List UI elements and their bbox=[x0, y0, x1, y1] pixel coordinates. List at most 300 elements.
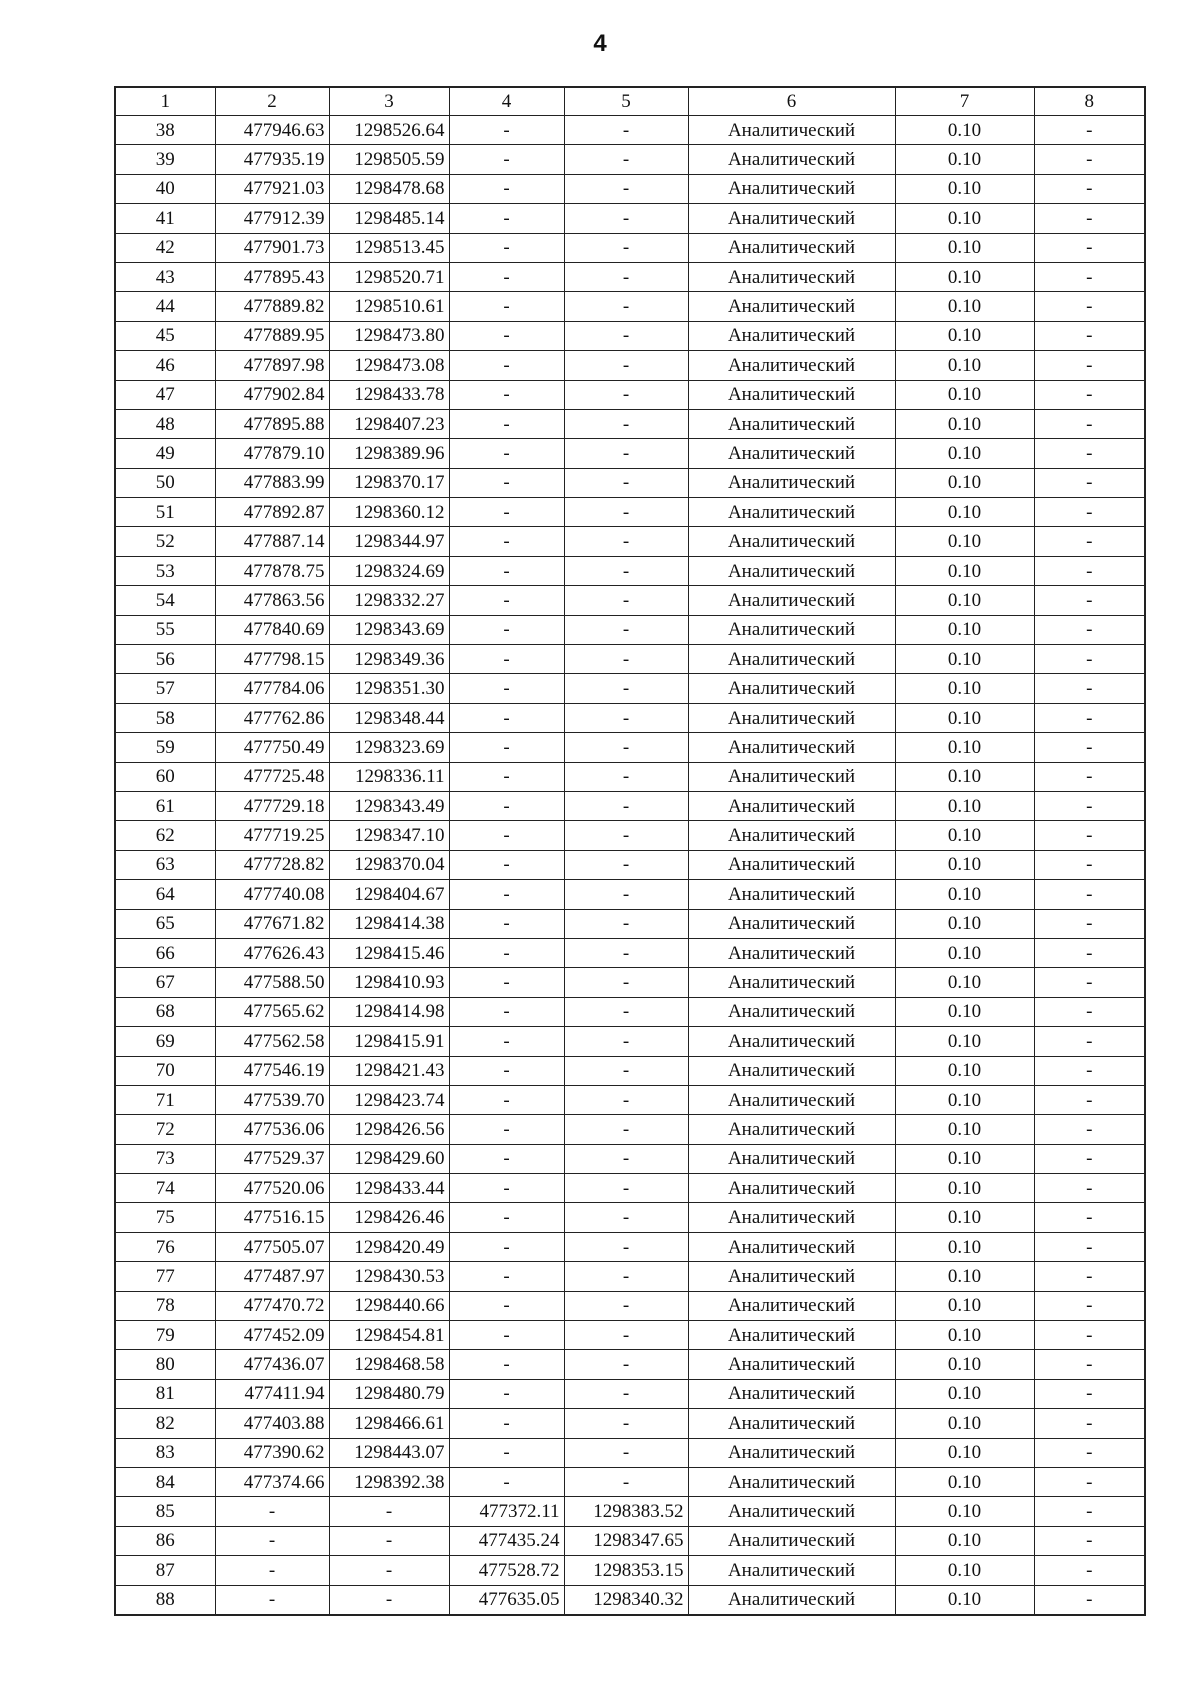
cell-point-number: 80 bbox=[115, 1350, 215, 1379]
cell-y-coordinate-alt: - bbox=[564, 880, 688, 909]
cell-note: - bbox=[1034, 909, 1145, 938]
cell-x-coordinate-alt: - bbox=[449, 968, 564, 997]
cell-note: - bbox=[1034, 880, 1145, 909]
cell-point-number: 59 bbox=[115, 733, 215, 762]
table-row bbox=[115, 880, 1145, 909]
cell-y-coordinate-alt: - bbox=[564, 1056, 688, 1085]
cell-note: - bbox=[1034, 116, 1145, 145]
cell-y-coordinate-alt: - bbox=[564, 997, 688, 1026]
cell-y-coordinate: 1298473.80 bbox=[329, 321, 449, 350]
table-row bbox=[115, 1321, 1145, 1350]
cell-x-coordinate: 477946.63 bbox=[215, 116, 329, 145]
cell-method: Аналитический bbox=[688, 145, 895, 174]
cell-method: Аналитический bbox=[688, 1203, 895, 1232]
table-row bbox=[115, 409, 1145, 438]
cell-method: Аналитический bbox=[688, 174, 895, 203]
cell-point-number: 42 bbox=[115, 233, 215, 262]
cell-point-number: 82 bbox=[115, 1409, 215, 1438]
cell-x-coordinate: 477740.08 bbox=[215, 880, 329, 909]
cell-x-coordinate: 477897.98 bbox=[215, 351, 329, 380]
table-row bbox=[115, 116, 1145, 145]
cell-x-coordinate-alt: - bbox=[449, 439, 564, 468]
table-row bbox=[115, 174, 1145, 203]
cell-point-number: 67 bbox=[115, 968, 215, 997]
cell-accuracy: 0.10 bbox=[895, 1085, 1034, 1114]
cell-method: Аналитический bbox=[688, 468, 895, 497]
cell-y-coordinate-alt: - bbox=[564, 556, 688, 585]
cell-point-number: 85 bbox=[115, 1497, 215, 1526]
cell-y-coordinate-alt: - bbox=[564, 527, 688, 556]
cell-point-number: 57 bbox=[115, 674, 215, 703]
cell-y-coordinate-alt: - bbox=[564, 498, 688, 527]
cell-point-number: 68 bbox=[115, 997, 215, 1026]
cell-note: - bbox=[1034, 1174, 1145, 1203]
cell-x-coordinate: 477470.72 bbox=[215, 1291, 329, 1320]
cell-method: Аналитический bbox=[688, 733, 895, 762]
cell-x-coordinate-alt: - bbox=[449, 645, 564, 674]
cell-accuracy: 0.10 bbox=[895, 1585, 1034, 1615]
table-row bbox=[115, 1144, 1145, 1173]
cell-y-coordinate-alt: - bbox=[564, 821, 688, 850]
cell-accuracy: 0.10 bbox=[895, 262, 1034, 291]
cell-y-coordinate-alt: - bbox=[564, 351, 688, 380]
cell-note: - bbox=[1034, 997, 1145, 1026]
cell-y-coordinate-alt: - bbox=[564, 1232, 688, 1261]
table-row bbox=[115, 703, 1145, 732]
cell-y-coordinate-alt: 1298340.32 bbox=[564, 1585, 688, 1615]
cell-accuracy: 0.10 bbox=[895, 1203, 1034, 1232]
cell-x-coordinate-alt: - bbox=[449, 1115, 564, 1144]
table-row bbox=[115, 527, 1145, 556]
cell-method: Аналитический bbox=[688, 1438, 895, 1467]
cell-note: - bbox=[1034, 1438, 1145, 1467]
cell-x-coordinate-alt: - bbox=[449, 762, 564, 791]
cell-method: Аналитический bbox=[688, 1409, 895, 1438]
cell-accuracy: 0.10 bbox=[895, 1115, 1034, 1144]
cell-y-coordinate-alt: - bbox=[564, 145, 688, 174]
cell-x-coordinate: 477889.82 bbox=[215, 292, 329, 321]
cell-y-coordinate: 1298510.61 bbox=[329, 292, 449, 321]
cell-x-coordinate: 477487.97 bbox=[215, 1262, 329, 1291]
table-row bbox=[115, 1115, 1145, 1144]
cell-y-coordinate: 1298520.71 bbox=[329, 262, 449, 291]
cell-point-number: 47 bbox=[115, 380, 215, 409]
cell-note: - bbox=[1034, 615, 1145, 644]
cell-x-coordinate-alt: - bbox=[449, 997, 564, 1026]
cell-accuracy: 0.10 bbox=[895, 645, 1034, 674]
cell-note: - bbox=[1034, 645, 1145, 674]
cell-method: Аналитический bbox=[688, 1556, 895, 1585]
cell-accuracy: 0.10 bbox=[895, 1027, 1034, 1056]
column-header-4: 4 bbox=[449, 87, 564, 116]
cell-note: - bbox=[1034, 498, 1145, 527]
cell-method: Аналитический bbox=[688, 1085, 895, 1114]
cell-x-coordinate: 477840.69 bbox=[215, 615, 329, 644]
cell-y-coordinate: 1298389.96 bbox=[329, 439, 449, 468]
cell-accuracy: 0.10 bbox=[895, 615, 1034, 644]
cell-x-coordinate-alt: - bbox=[449, 174, 564, 203]
cell-note: - bbox=[1034, 1467, 1145, 1496]
cell-y-coordinate-alt: - bbox=[564, 586, 688, 615]
column-header-7: 7 bbox=[895, 87, 1034, 116]
cell-x-coordinate: 477895.88 bbox=[215, 409, 329, 438]
cell-point-number: 76 bbox=[115, 1232, 215, 1261]
cell-x-coordinate-alt: - bbox=[449, 615, 564, 644]
column-header-2: 2 bbox=[215, 87, 329, 116]
cell-point-number: 86 bbox=[115, 1526, 215, 1555]
cell-note: - bbox=[1034, 174, 1145, 203]
cell-method: Аналитический bbox=[688, 645, 895, 674]
cell-x-coordinate: - bbox=[215, 1585, 329, 1615]
cell-y-coordinate: 1298473.08 bbox=[329, 351, 449, 380]
cell-y-coordinate-alt: - bbox=[564, 174, 688, 203]
cell-point-number: 45 bbox=[115, 321, 215, 350]
cell-x-coordinate: 477863.56 bbox=[215, 586, 329, 615]
cell-method: Аналитический bbox=[688, 821, 895, 850]
cell-note: - bbox=[1034, 1027, 1145, 1056]
cell-x-coordinate: 477562.58 bbox=[215, 1027, 329, 1056]
cell-method: Аналитический bbox=[688, 674, 895, 703]
cell-method: Аналитический bbox=[688, 498, 895, 527]
cell-accuracy: 0.10 bbox=[895, 880, 1034, 909]
cell-y-coordinate: 1298466.61 bbox=[329, 1409, 449, 1438]
cell-point-number: 83 bbox=[115, 1438, 215, 1467]
cell-point-number: 56 bbox=[115, 645, 215, 674]
cell-note: - bbox=[1034, 1144, 1145, 1173]
cell-method: Аналитический bbox=[688, 321, 895, 350]
cell-x-coordinate: 477374.66 bbox=[215, 1467, 329, 1496]
table-row bbox=[115, 909, 1145, 938]
table-row bbox=[115, 1497, 1145, 1526]
cell-y-coordinate-alt: - bbox=[564, 204, 688, 233]
cell-point-number: 54 bbox=[115, 586, 215, 615]
cell-point-number: 43 bbox=[115, 262, 215, 291]
cell-y-coordinate: 1298454.81 bbox=[329, 1321, 449, 1350]
cell-x-coordinate: 477729.18 bbox=[215, 791, 329, 820]
cell-method: Аналитический bbox=[688, 527, 895, 556]
cell-y-coordinate-alt: - bbox=[564, 233, 688, 262]
cell-y-coordinate-alt: 1298383.52 bbox=[564, 1497, 688, 1526]
table-row bbox=[115, 850, 1145, 879]
cell-note: - bbox=[1034, 1350, 1145, 1379]
cell-y-coordinate-alt: - bbox=[564, 1203, 688, 1232]
cell-note: - bbox=[1034, 1203, 1145, 1232]
cell-note: - bbox=[1034, 1585, 1145, 1615]
table-row bbox=[115, 498, 1145, 527]
cell-x-coordinate-alt: - bbox=[449, 938, 564, 967]
cell-note: - bbox=[1034, 1526, 1145, 1555]
cell-y-coordinate: 1298343.69 bbox=[329, 615, 449, 644]
cell-method: Аналитический bbox=[688, 1467, 895, 1496]
cell-note: - bbox=[1034, 968, 1145, 997]
cell-note: - bbox=[1034, 1409, 1145, 1438]
cell-note: - bbox=[1034, 791, 1145, 820]
table-row bbox=[115, 733, 1145, 762]
cell-x-coordinate: 477516.15 bbox=[215, 1203, 329, 1232]
cell-x-coordinate-alt: - bbox=[449, 1203, 564, 1232]
cell-x-coordinate-alt: - bbox=[449, 586, 564, 615]
table-row bbox=[115, 1379, 1145, 1408]
cell-note: - bbox=[1034, 292, 1145, 321]
cell-x-coordinate: 477879.10 bbox=[215, 439, 329, 468]
cell-y-coordinate-alt: - bbox=[564, 409, 688, 438]
column-header-1: 1 bbox=[115, 87, 215, 116]
cell-point-number: 51 bbox=[115, 498, 215, 527]
cell-note: - bbox=[1034, 409, 1145, 438]
cell-accuracy: 0.10 bbox=[895, 233, 1034, 262]
cell-accuracy: 0.10 bbox=[895, 145, 1034, 174]
cell-x-coordinate: 477878.75 bbox=[215, 556, 329, 585]
cell-point-number: 58 bbox=[115, 703, 215, 732]
cell-y-coordinate: 1298343.49 bbox=[329, 791, 449, 820]
cell-y-coordinate-alt: - bbox=[564, 380, 688, 409]
cell-y-coordinate: 1298429.60 bbox=[329, 1144, 449, 1173]
cell-accuracy: 0.10 bbox=[895, 1379, 1034, 1408]
cell-method: Аналитический bbox=[688, 1262, 895, 1291]
table-row bbox=[115, 1056, 1145, 1085]
cell-y-coordinate-alt: - bbox=[564, 791, 688, 820]
cell-x-coordinate: 477921.03 bbox=[215, 174, 329, 203]
cell-point-number: 40 bbox=[115, 174, 215, 203]
cell-note: - bbox=[1034, 1056, 1145, 1085]
cell-accuracy: 0.10 bbox=[895, 498, 1034, 527]
cell-x-coordinate: - bbox=[215, 1526, 329, 1555]
cell-x-coordinate: 477546.19 bbox=[215, 1056, 329, 1085]
cell-method: Аналитический bbox=[688, 615, 895, 644]
table-row bbox=[115, 938, 1145, 967]
table-row bbox=[115, 1174, 1145, 1203]
table-row bbox=[115, 1585, 1145, 1615]
table-row bbox=[115, 1409, 1145, 1438]
cell-note: - bbox=[1034, 204, 1145, 233]
cell-note: - bbox=[1034, 1262, 1145, 1291]
cell-x-coordinate-alt: - bbox=[449, 909, 564, 938]
cell-accuracy: 0.10 bbox=[895, 116, 1034, 145]
cell-accuracy: 0.10 bbox=[895, 703, 1034, 732]
cell-method: Аналитический bbox=[688, 1291, 895, 1320]
cell-x-coordinate-alt: - bbox=[449, 1144, 564, 1173]
cell-note: - bbox=[1034, 1556, 1145, 1585]
cell-method: Аналитический bbox=[688, 351, 895, 380]
cell-method: Аналитический bbox=[688, 1585, 895, 1615]
cell-x-coordinate: 477798.15 bbox=[215, 645, 329, 674]
cell-x-coordinate-alt: - bbox=[449, 292, 564, 321]
table-row bbox=[115, 968, 1145, 997]
cell-y-coordinate: 1298485.14 bbox=[329, 204, 449, 233]
cell-y-coordinate: 1298430.53 bbox=[329, 1262, 449, 1291]
cell-method: Аналитический bbox=[688, 1115, 895, 1144]
cell-method: Аналитический bbox=[688, 1526, 895, 1555]
cell-x-coordinate: 477536.06 bbox=[215, 1115, 329, 1144]
cell-method: Аналитический bbox=[688, 1379, 895, 1408]
cell-x-coordinate: 477883.99 bbox=[215, 468, 329, 497]
table-row bbox=[115, 321, 1145, 350]
cell-accuracy: 0.10 bbox=[895, 997, 1034, 1026]
cell-point-number: 39 bbox=[115, 145, 215, 174]
cell-x-coordinate-alt: - bbox=[449, 1291, 564, 1320]
cell-y-coordinate: 1298370.04 bbox=[329, 850, 449, 879]
cell-x-coordinate-alt: 477635.05 bbox=[449, 1585, 564, 1615]
table-row bbox=[115, 821, 1145, 850]
cell-point-number: 88 bbox=[115, 1585, 215, 1615]
cell-note: - bbox=[1034, 938, 1145, 967]
cell-x-coordinate-alt: - bbox=[449, 1262, 564, 1291]
cell-point-number: 84 bbox=[115, 1467, 215, 1496]
cell-accuracy: 0.10 bbox=[895, 733, 1034, 762]
cell-y-coordinate: 1298480.79 bbox=[329, 1379, 449, 1408]
table-row bbox=[115, 1467, 1145, 1496]
cell-x-coordinate: 477565.62 bbox=[215, 997, 329, 1026]
cell-y-coordinate: 1298433.44 bbox=[329, 1174, 449, 1203]
cell-y-coordinate-alt: - bbox=[564, 703, 688, 732]
cell-y-coordinate-alt: - bbox=[564, 1115, 688, 1144]
table-row bbox=[115, 380, 1145, 409]
cell-x-coordinate: 477452.09 bbox=[215, 1321, 329, 1350]
cell-x-coordinate-alt: - bbox=[449, 116, 564, 145]
cell-note: - bbox=[1034, 1379, 1145, 1408]
cell-accuracy: 0.10 bbox=[895, 292, 1034, 321]
column-header-5: 5 bbox=[564, 87, 688, 116]
cell-y-coordinate-alt: - bbox=[564, 321, 688, 350]
cell-method: Аналитический bbox=[688, 556, 895, 585]
cell-method: Аналитический bbox=[688, 586, 895, 615]
cell-y-coordinate-alt: - bbox=[564, 468, 688, 497]
cell-point-number: 74 bbox=[115, 1174, 215, 1203]
cell-point-number: 78 bbox=[115, 1291, 215, 1320]
cell-x-coordinate-alt: - bbox=[449, 733, 564, 762]
cell-x-coordinate: 477887.14 bbox=[215, 527, 329, 556]
cell-accuracy: 0.10 bbox=[895, 586, 1034, 615]
cell-y-coordinate-alt: - bbox=[564, 909, 688, 938]
cell-x-coordinate-alt: - bbox=[449, 1409, 564, 1438]
cell-y-coordinate-alt: - bbox=[564, 674, 688, 703]
cell-x-coordinate: 477725.48 bbox=[215, 762, 329, 791]
table-body bbox=[115, 116, 1145, 1615]
cell-y-coordinate: 1298324.69 bbox=[329, 556, 449, 585]
cell-x-coordinate: 477762.86 bbox=[215, 703, 329, 732]
table-row bbox=[115, 262, 1145, 291]
cell-x-coordinate: 477895.43 bbox=[215, 262, 329, 291]
table-row bbox=[115, 204, 1145, 233]
cell-y-coordinate-alt: - bbox=[564, 1262, 688, 1291]
cell-x-coordinate: 477436.07 bbox=[215, 1350, 329, 1379]
cell-point-number: 52 bbox=[115, 527, 215, 556]
cell-x-coordinate-alt: - bbox=[449, 1085, 564, 1114]
cell-x-coordinate-alt: - bbox=[449, 1027, 564, 1056]
table-row bbox=[115, 145, 1145, 174]
cell-y-coordinate: - bbox=[329, 1526, 449, 1555]
cell-note: - bbox=[1034, 527, 1145, 556]
cell-y-coordinate-alt: - bbox=[564, 1027, 688, 1056]
cell-method: Аналитический bbox=[688, 1497, 895, 1526]
cell-note: - bbox=[1034, 321, 1145, 350]
cell-x-coordinate: 477784.06 bbox=[215, 674, 329, 703]
cell-y-coordinate: 1298404.67 bbox=[329, 880, 449, 909]
cell-x-coordinate-alt: - bbox=[449, 145, 564, 174]
table-row bbox=[115, 351, 1145, 380]
cell-x-coordinate-alt: - bbox=[449, 204, 564, 233]
cell-method: Аналитический bbox=[688, 997, 895, 1026]
cell-y-coordinate: 1298407.23 bbox=[329, 409, 449, 438]
table-row bbox=[115, 615, 1145, 644]
cell-x-coordinate: 477588.50 bbox=[215, 968, 329, 997]
cell-point-number: 70 bbox=[115, 1056, 215, 1085]
cell-y-coordinate: 1298420.49 bbox=[329, 1232, 449, 1261]
cell-x-coordinate: 477889.95 bbox=[215, 321, 329, 350]
cell-method: Аналитический bbox=[688, 909, 895, 938]
cell-note: - bbox=[1034, 821, 1145, 850]
cell-y-coordinate: 1298426.56 bbox=[329, 1115, 449, 1144]
cell-y-coordinate-alt: - bbox=[564, 439, 688, 468]
cell-y-coordinate: 1298426.46 bbox=[329, 1203, 449, 1232]
cell-accuracy: 0.10 bbox=[895, 1467, 1034, 1496]
cell-y-coordinate: - bbox=[329, 1556, 449, 1585]
cell-point-number: 73 bbox=[115, 1144, 215, 1173]
cell-y-coordinate: - bbox=[329, 1585, 449, 1615]
cell-method: Аналитический bbox=[688, 968, 895, 997]
cell-method: Аналитический bbox=[688, 1321, 895, 1350]
cell-y-coordinate-alt: - bbox=[564, 1467, 688, 1496]
cell-x-coordinate: 477935.19 bbox=[215, 145, 329, 174]
cell-x-coordinate-alt: - bbox=[449, 527, 564, 556]
table-row bbox=[115, 439, 1145, 468]
table-row bbox=[115, 556, 1145, 585]
table-row bbox=[115, 586, 1145, 615]
table-row bbox=[115, 997, 1145, 1026]
table-row bbox=[115, 762, 1145, 791]
cell-point-number: 53 bbox=[115, 556, 215, 585]
cell-method: Аналитический bbox=[688, 1056, 895, 1085]
table-row bbox=[115, 1556, 1145, 1585]
cell-y-coordinate-alt: - bbox=[564, 850, 688, 879]
cell-x-coordinate-alt: - bbox=[449, 821, 564, 850]
cell-x-coordinate: 477411.94 bbox=[215, 1379, 329, 1408]
cell-x-coordinate: 477390.62 bbox=[215, 1438, 329, 1467]
cell-x-coordinate-alt: - bbox=[449, 703, 564, 732]
cell-accuracy: 0.10 bbox=[895, 556, 1034, 585]
cell-y-coordinate-alt: - bbox=[564, 1144, 688, 1173]
cell-x-coordinate-alt: - bbox=[449, 674, 564, 703]
table-row bbox=[115, 233, 1145, 262]
cell-x-coordinate: 477902.84 bbox=[215, 380, 329, 409]
page-number: 4 bbox=[593, 30, 607, 57]
cell-point-number: 49 bbox=[115, 439, 215, 468]
cell-y-coordinate-alt: - bbox=[564, 645, 688, 674]
cell-y-coordinate: 1298323.69 bbox=[329, 733, 449, 762]
table-row bbox=[115, 1262, 1145, 1291]
cell-x-coordinate-alt: - bbox=[449, 351, 564, 380]
cell-note: - bbox=[1034, 1321, 1145, 1350]
cell-y-coordinate-alt: - bbox=[564, 1438, 688, 1467]
cell-point-number: 64 bbox=[115, 880, 215, 909]
cell-x-coordinate: 477728.82 bbox=[215, 850, 329, 879]
cell-note: - bbox=[1034, 233, 1145, 262]
cell-y-coordinate: 1298526.64 bbox=[329, 116, 449, 145]
cell-x-coordinate: 477529.37 bbox=[215, 1144, 329, 1173]
cell-y-coordinate: 1298349.36 bbox=[329, 645, 449, 674]
cell-accuracy: 0.10 bbox=[895, 321, 1034, 350]
cell-point-number: 69 bbox=[115, 1027, 215, 1056]
cell-x-coordinate: - bbox=[215, 1556, 329, 1585]
cell-y-coordinate-alt: - bbox=[564, 762, 688, 791]
cell-method: Аналитический bbox=[688, 1027, 895, 1056]
cell-accuracy: 0.10 bbox=[895, 762, 1034, 791]
cell-x-coordinate-alt: 477528.72 bbox=[449, 1556, 564, 1585]
cell-point-number: 44 bbox=[115, 292, 215, 321]
cell-y-coordinate-alt: - bbox=[564, 938, 688, 967]
column-header-8: 8 bbox=[1034, 87, 1145, 116]
cell-accuracy: 0.10 bbox=[895, 1144, 1034, 1173]
